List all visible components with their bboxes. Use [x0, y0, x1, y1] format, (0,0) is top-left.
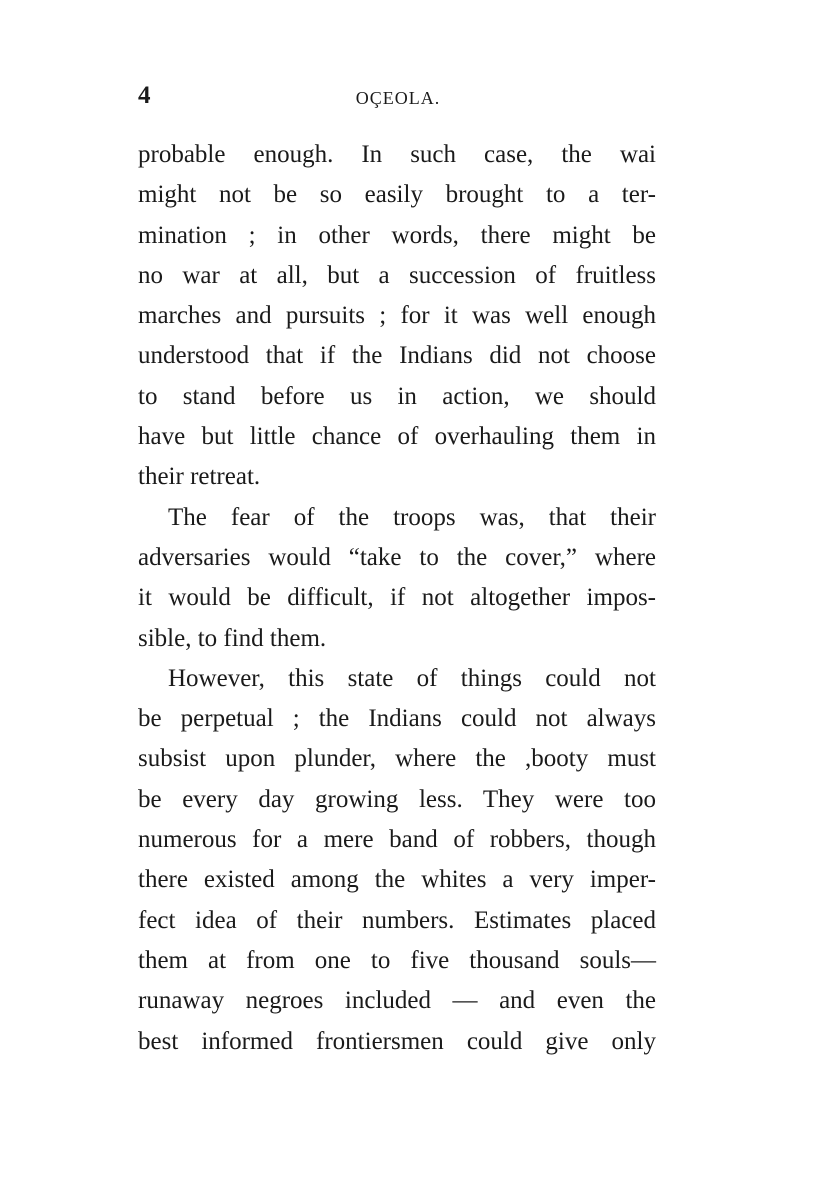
- text-line: numerous for a mere band of robbers, though: [138, 826, 656, 854]
- body-text: [138, 135, 656, 1062]
- text-line: might not be so easily brought to a ter-: [138, 181, 656, 209]
- text-line: runaway negroes included — and even the: [138, 987, 656, 1015]
- text-line: them at from one to five thousand souls—: [138, 946, 656, 974]
- running-title: OÇEOLA.: [355, 88, 441, 108]
- text-line: have but little chance of overhauling them in: [138, 423, 656, 451]
- paragraph-end-line: sible, to find them.: [138, 624, 327, 652]
- text-line: it would be difficult, if not altogether impos-: [138, 584, 656, 612]
- text-line: be every day growing less. They were too: [138, 785, 656, 813]
- text-line: be perpetual ; the Indians could not always: [138, 705, 656, 733]
- text-line: best informed frontiersmen could give only: [138, 1027, 656, 1055]
- running-head: [138, 82, 658, 112]
- text-line: marches and pursuits ; for it was well enough: [138, 302, 656, 330]
- text-line: mination ; in other words, there might be: [138, 221, 656, 249]
- text-line: no war at all, but a succession of fruitless: [138, 261, 656, 289]
- paragraph-start-line: The fear of the troops was, that their: [168, 503, 656, 531]
- text-line: to stand before us in action, we should: [138, 382, 656, 410]
- text-line: subsist upon plunder, where the ,booty must: [138, 745, 656, 773]
- page-number: 4: [138, 82, 151, 109]
- text-line: probable enough. In such case, the wai: [138, 141, 656, 168]
- text-line: understood that if the Indians did not choose: [138, 342, 656, 370]
- text-line: there existed among the whites a very imper-: [138, 866, 656, 894]
- text-line: fect idea of their numbers. Estimates placed: [138, 906, 656, 934]
- text-line: adversaries would “take to the cover,” where: [138, 543, 656, 571]
- paragraph-end-line: their retreat.: [138, 463, 261, 491]
- paragraph-start-line: However, this state of things could not: [168, 664, 656, 692]
